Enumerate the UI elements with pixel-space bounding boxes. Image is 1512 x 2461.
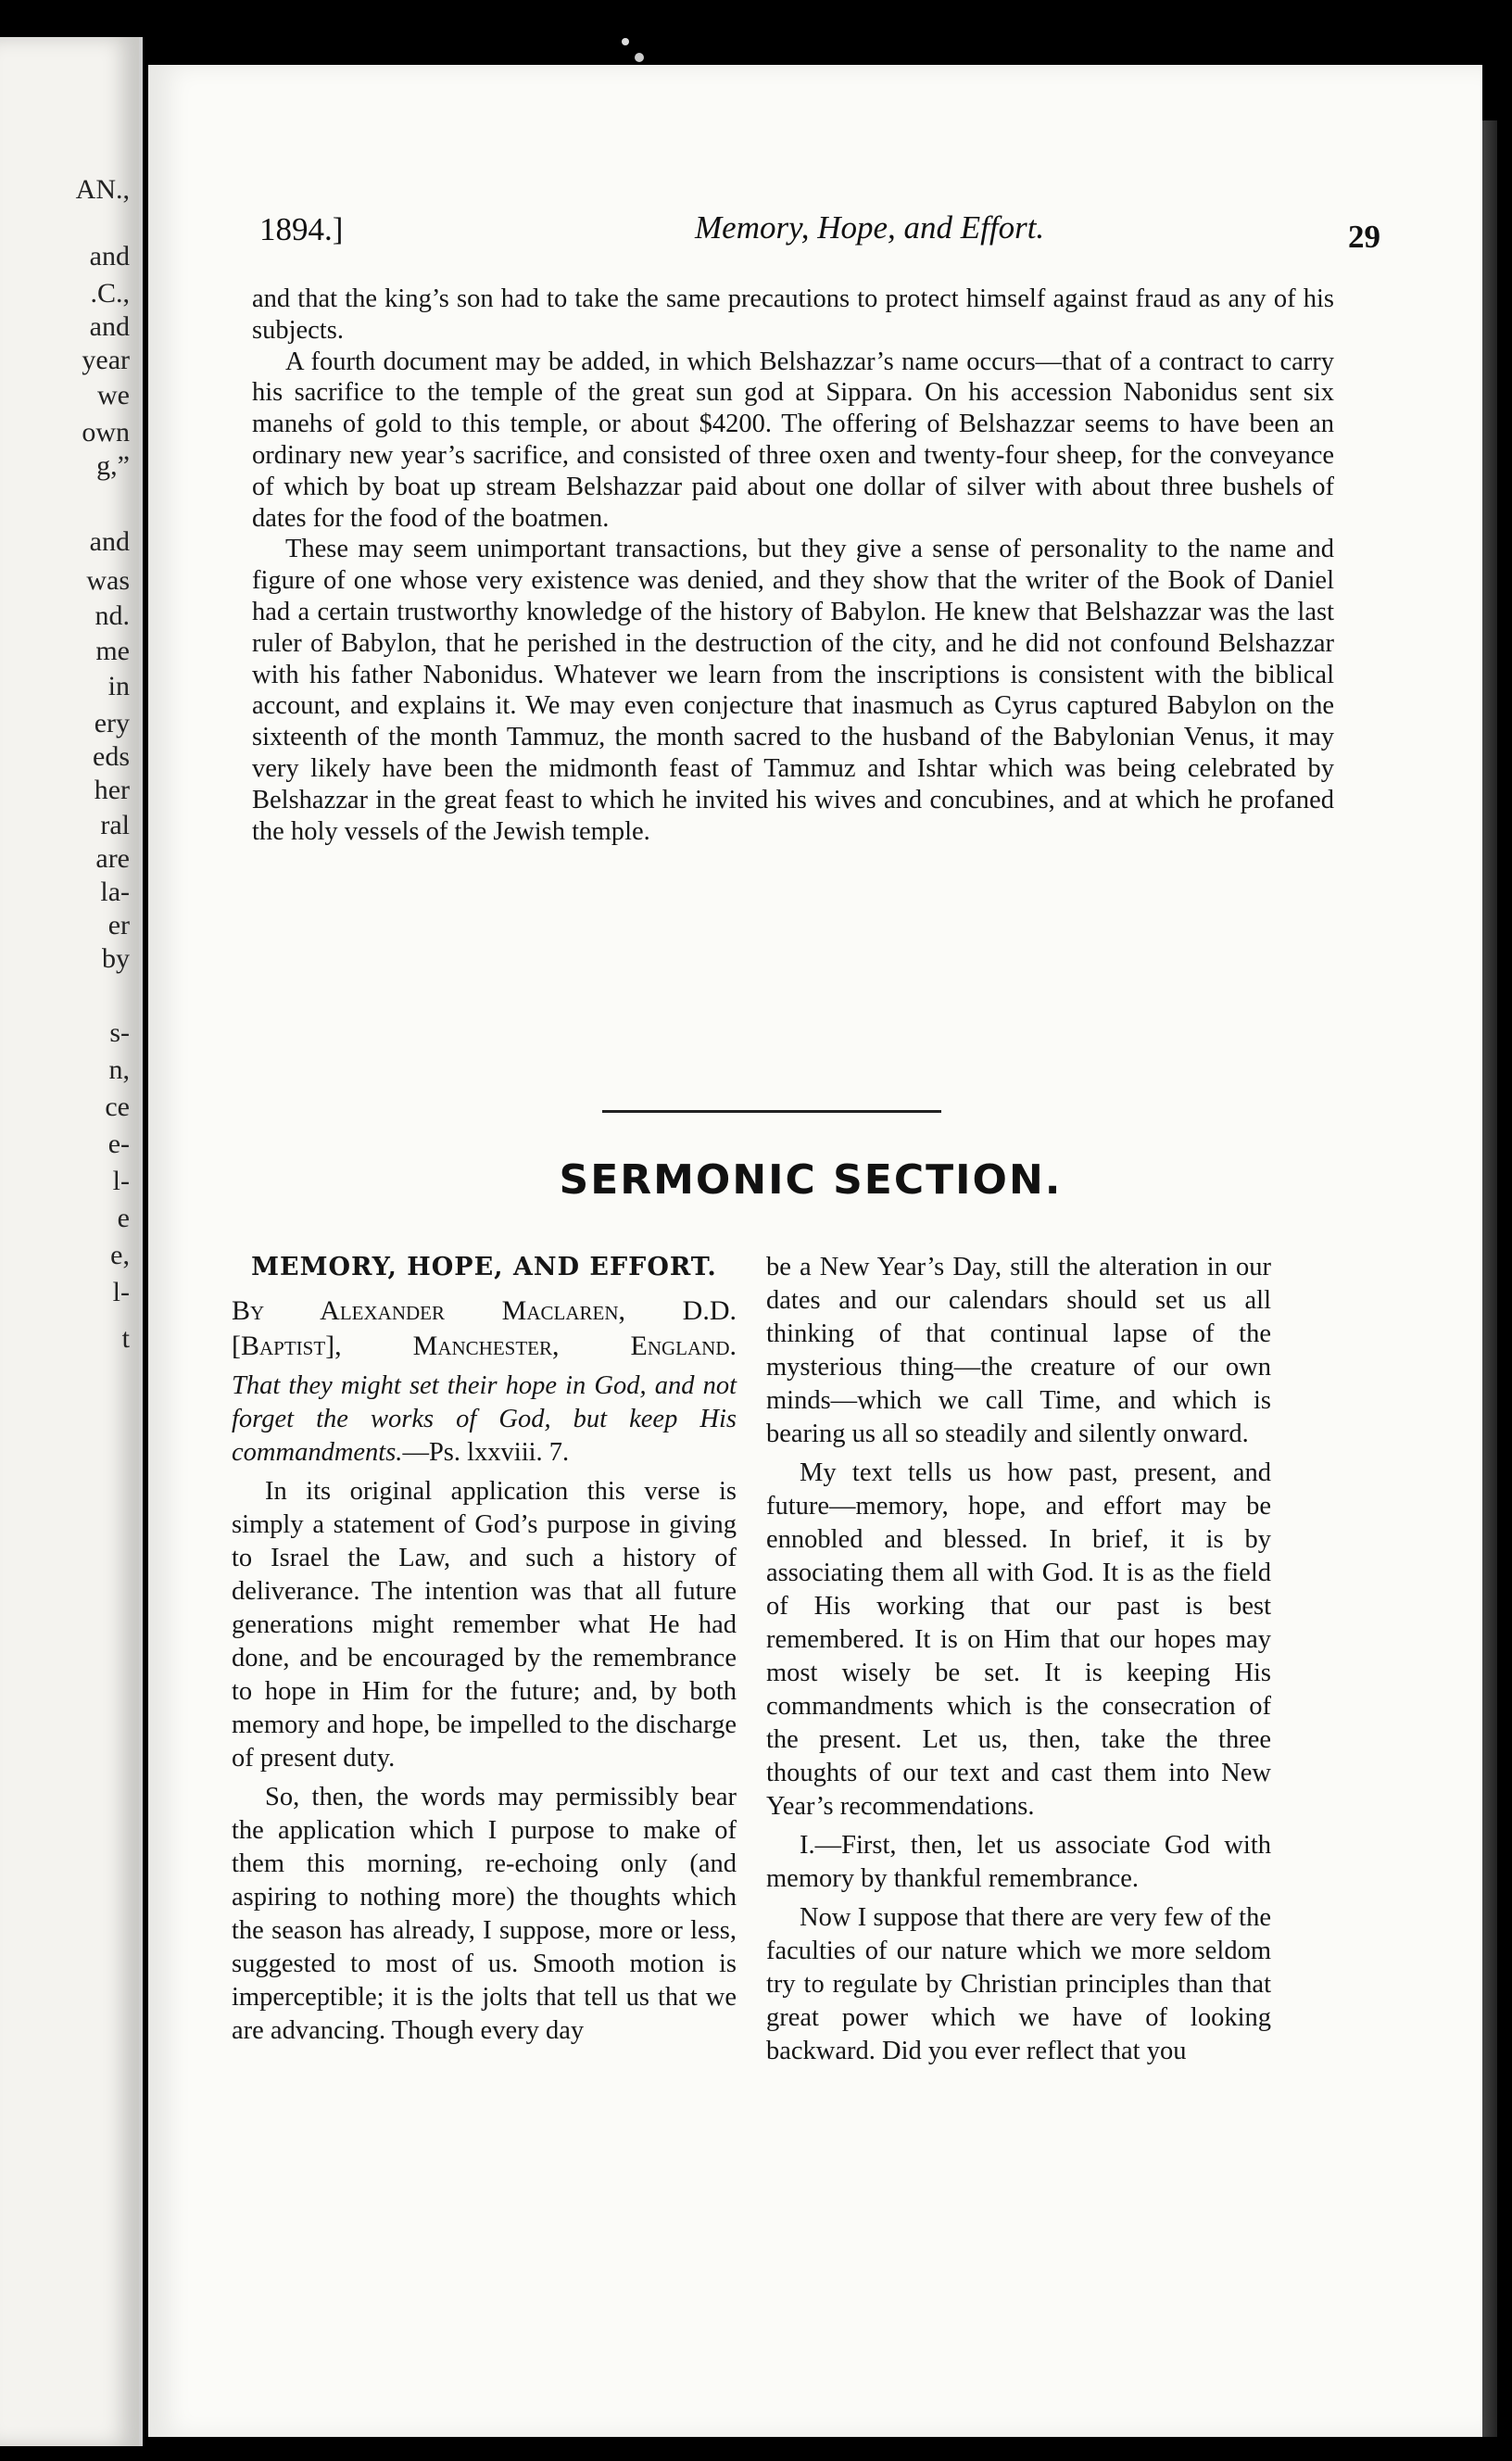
paragraph: These may seem unimportant transactions, but they give a sense of personality to the name and figure of one whose very existence was denied, and they show that the writer of the Book of Daniel had a certain trustworthy knowledge of the history of Babylon. He knew that Belshazzar was the last ruler of Babylon, that he perished in the destruction of the city, and he did not confound Belshazzar with his father Nabonidus. Whatever we learn from the inscriptions is consistent with the biblical account, and explains it. We may even conjecture that inasmuch as Cyrus captured Babylon on the sixteenth of the month Tammuz, the month sacred to the husband of the Babylonian Venus, it may very likely have been the midmonth feast of Tammuz and Ishtar which was being celebrated by Belshazzar in the great feast to which he invited his wives and concubines, and at which he profaned the holy vessels of the Jewish temple. — [252, 535, 1334, 846]
facing-page-fragment: l- — [112, 1166, 130, 1196]
facing-page-fragment: ery — [94, 708, 130, 738]
article-title: MEMORY, HOPE, AND EFFORT. — [251, 1253, 717, 1281]
facing-page-fragment: AN., — [75, 174, 130, 205]
facing-page-fragment: eds — [93, 741, 130, 772]
facing-page-fragment: nd. — [94, 600, 130, 631]
facing-page-fragment: e, — [110, 1240, 130, 1270]
facing-page-fragment: her — [94, 775, 130, 805]
section-divider — [602, 1110, 941, 1113]
facing-page-fragment: own — [82, 417, 130, 448]
facing-page-fragment: ral — [100, 810, 130, 840]
facing-page-fragment: e- — [107, 1129, 130, 1159]
facing-page-fragment: are — [95, 843, 130, 874]
left-column — [232, 1251, 737, 2053]
facing-page-fragment: s- — [109, 1017, 130, 1048]
epigraph-text: That they might set their hope in God, and not forget the works of God, but keep His commandments. — [232, 1371, 737, 1467]
header-year: 1894.] — [259, 211, 344, 247]
facing-page-fragment: e — [117, 1203, 130, 1233]
facing-page-edge — [0, 37, 143, 2446]
paragraph: Now I suppose that there are very few of the faculties of our nature which we more seldom try to regulate by Christian principles than that great power which we have of looking backward. Did you ever reflect that you — [766, 1903, 1271, 2065]
epigraph — [232, 1369, 737, 1470]
paragraph: I.—First, then, let us associate God with memory by thankful remembrance. — [766, 1831, 1271, 1893]
byline-affiliation: [Baptist], Manchester, England. — [232, 1331, 737, 1361]
facing-page-fragment: n, — [108, 1054, 130, 1085]
facing-page-fragment: l- — [112, 1277, 130, 1307]
epigraph-reference: —Ps. lxxviii. 7. — [402, 1438, 570, 1467]
right-column — [766, 1251, 1271, 2074]
facing-page-fragment: .C., — [90, 278, 130, 309]
facing-page-fragment: year — [82, 345, 130, 375]
facing-page-fragment: and — [89, 311, 130, 342]
facing-page-fragment: ce — [105, 1092, 130, 1122]
facing-page-fragment: in — [107, 671, 130, 701]
facing-page-fragment: and — [89, 526, 130, 557]
page-number: 29 — [1348, 219, 1380, 255]
header-title: Memory, Hope, and Effort. — [695, 209, 1045, 246]
facing-page-fragment: and — [89, 241, 130, 271]
facing-page-fragment: er — [107, 910, 130, 940]
facing-page-fragment: me — [95, 636, 130, 666]
facing-page-fragment: was — [86, 565, 130, 596]
book-page — [148, 65, 1482, 2437]
facing-page-fragment: t — [121, 1323, 130, 1354]
paragraph: and that the king’s son had to take the same precautions to protect himself against fraud as any of his subjects. — [252, 284, 1334, 345]
running-header — [259, 202, 1380, 258]
facing-page-fragment: la- — [100, 877, 130, 907]
facing-page-fragment: by — [102, 943, 130, 974]
facing-page-fragment: we — [97, 380, 130, 410]
byline-author: By Alexander Maclaren, D.D. — [232, 1295, 737, 1326]
paragraph: be a New Year’s Day, still the alteration in our dates and our calendars should set us all thinking of that continual lapse of the mysterious thing—the creature of our own minds—which we call Time, and which is bearing us all so steadily and silently onward. — [766, 1253, 1271, 1448]
paragraph: My text tells us how past, present, and future—memory, hope, and effort may be ennobled and blessed. In brief, it is by associating them all with God. It is as the field of His working that our past is best remembered. It is on Him that our hopes may most wisely be set. It is keeping His commandments which is the consecration of the present. Let us, then, take the three thoughts of our text and cast them into New Year’s recommendations. — [766, 1458, 1271, 1821]
facing-page-fragment: g,” — [96, 450, 130, 481]
paragraph: So, then, the words may permissibly bear the application which I purpose to make of them this morning, re-echoing only (and aspiring to nothing more) the thoughts which the season has already, I suppose, more or less, suggested to most of us. Smooth motion is imperceptible; it is the jolts that tell us that we are advancing. Though every day — [232, 1783, 737, 2045]
paragraph: A fourth document may be added, in which Belshazzar’s name occurs—that of a contract to carry his sacrifice to the temple of the great sun god at Sippara. On his accession Nabonidus sent six manehs of gold to this temple, or about $4200. The offering of Belshazzar seems to have been an ordinary new year’s sacrifice, and consisted of three oxen and twenty-four sheep, for the conveyance of which by boat up stream Belshazzar paid about one dollar of silver with about three bushels of dates for the food of the boatmen. — [252, 347, 1334, 533]
section-title: SERMONIC SECTION. — [559, 1156, 1063, 1204]
continued-article-text — [252, 284, 1334, 847]
paragraph: In its original application this verse is simply a statement of God’s purpose in giving to Israel the Law, and such a history of deliverance. The intention was that all future generations might remember what He had done, and be encouraged by the remembrance to hope in Him for the future; and, by both memory and hope, be impelled to the discharge of present duty. — [232, 1477, 737, 1773]
